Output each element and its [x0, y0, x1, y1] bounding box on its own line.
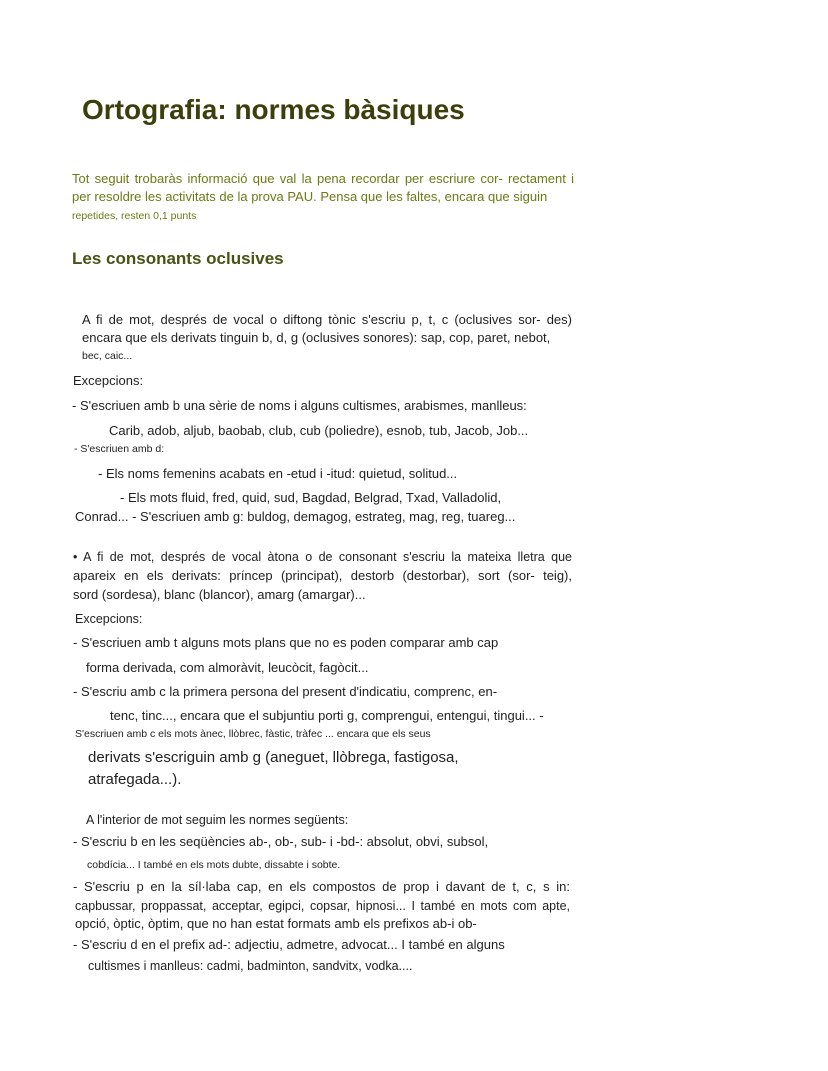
- page-title: Ortografia: normes bàsiques: [82, 94, 465, 125]
- exception-c-derivatives-end: atrafegada...).: [88, 771, 182, 788]
- exception-d-line: - S'escriuen amb d:: [74, 443, 165, 455]
- exception-d-etud: - Els noms femenins acabats en -etud i -itud: quietud, solitud...: [98, 466, 458, 481]
- exception-c-derivatives: derivats s'escriguin amb g (aneguet, llòbrega, fastigosa,: [88, 749, 459, 766]
- exception-d-words: - Els mots fluid, fred, quid, sud, Bagdad, Belgrad, Txad, Valladolid,: [120, 490, 502, 505]
- rule3-b-line: - S'escriu b en les seqüències ab-, ob-, sub- i -bd-: absolut, obvi, subsol,: [73, 834, 489, 849]
- rule3-d-line: - S'escriu d en el prefix ad-: adjectiu, admetre, advocat... I també en alguns: [73, 937, 505, 952]
- rule1-line-2: encara que els derivats tinguin b, d, g (oclusives sonores): sap, cop, paret, nebot,: [82, 330, 551, 345]
- intro-line-1: Tot seguit trobaràs informació que val la pena recordar per escriure cor- rectament i: [72, 171, 574, 186]
- rule1-line-1: A fi de mot, després de vocal o diftong tònic s'escriu p, t, c (oclusives sor- des): [82, 312, 572, 327]
- rule2-line-3: sord (sordesa), blanc (blancor), amarg (amargar)...: [73, 587, 366, 602]
- rule2-line-2: apareix en els derivats: príncep (principat), destorb (destorbar), sort (sor- teig),: [73, 568, 572, 583]
- exception-b-examples: Carib, adob, aljub, baobab, club, cub (poliedre), esnob, tub, Jacob, Job...: [109, 423, 529, 438]
- exception-t-line: - S'escriuen amb t alguns mots plans que no es poden comparar amb cap: [73, 635, 499, 650]
- rule3-p-line: - S'escriu p en la síl·laba cap, en els compostos de prop i davant de t, c, s in:: [73, 879, 570, 894]
- section-title: Les consonants oclusives: [72, 249, 284, 268]
- intro-line-3: repetides, resten 0,1 punts: [72, 210, 197, 222]
- exception-c-words: S'escriuen amb c els mots ànec, llòbrec, fàstic, tràfec ... encara que els seus: [75, 728, 431, 740]
- exceptions-label-2: Excepcions:: [75, 612, 143, 626]
- rule3-d-examples: cultismes i manlleus: cadmi, badminton, sandvitx, vodka....: [88, 959, 413, 973]
- exception-c-subjunctive: tenc, tinc..., encara que el subjuntiu porti g, comprengui, entengui, tingui... -: [110, 708, 544, 723]
- rule3-p-prefixes: opció, òptic, òptim, que no han estat formats amb els prefixos ab-i ob-: [75, 916, 477, 931]
- exceptions-label-1: Excepcions:: [73, 373, 144, 388]
- rule3-b-examples: cobdícia... I també en els mots dubte, dissabte i sobte.: [87, 859, 341, 871]
- rule3-intro: A l'interior de mot seguim les normes següents:: [86, 813, 349, 827]
- exception-c-line: - S'escriu amb c la primera persona del present d'indicatiu, comprenc, en-: [73, 684, 498, 699]
- exception-g-line: Conrad... - S'escriuen amb g: buldog, demagog, estrateg, mag, reg, tuareg...: [75, 509, 516, 524]
- intro-line-2: per resoldre les activitats de la prova PAU. Pensa que les faltes, encara que siguin: [72, 189, 548, 204]
- exception-t-examples: forma derivada, com almoràvit, leucòcit, fagòcit...: [86, 660, 369, 675]
- rule3-p-examples: capbussar, proppassat, acceptar, egipci, copsar, hipnosi... I també en mots com apte,: [75, 899, 570, 913]
- rule2-line-1: • A fi de mot, després de vocal àtona o de consonant s'escriu la mateixa lletra que: [73, 550, 572, 564]
- exception-b-line: - S'escriuen amb b una sèrie de noms i alguns cultismes, arabismes, manlleus:: [72, 398, 527, 413]
- rule1-line-3: bec, caic...: [82, 350, 133, 362]
